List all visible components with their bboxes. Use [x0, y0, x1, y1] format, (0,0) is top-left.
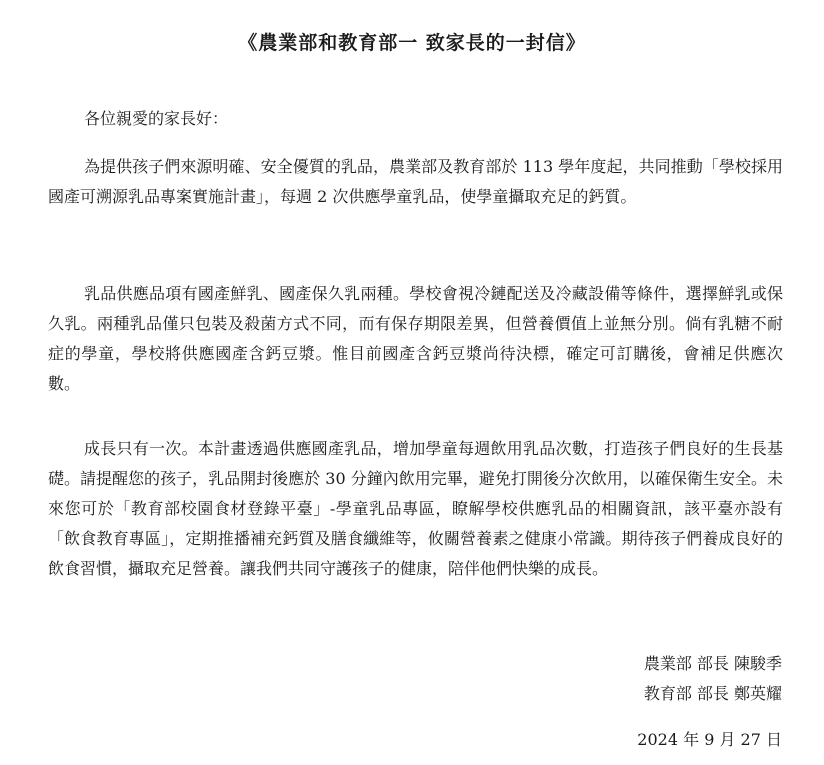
letter-date: 2024 年 9 月 27 日: [637, 730, 782, 749]
signature-education-minister: 教育部 部長 鄭英耀: [643, 684, 782, 703]
paragraph-3: 成長只有一次。本計畫透過供應國產乳品，增加學童每週飲用乳品次數，打造孩子們良好的生長基礎。請提醒您的孩子，乳品開封後應於 30 分鐘內飲用完畢，避免打開後分次飲用，以確保衛生安全。未來您可於「教育部校園食材登錄平臺」-學童乳品專區，瞭解學校供應乳品的相關資訊，該平臺亦設有「飲食教育專區」，定期推播補充鈣質及膳食纖維等，攸關營養素之健康小常識。期待孩子們養成良好的飲食習慣，攝取充足營養。讓我們共同守護孩子的健康，陪伴他們快樂的成長。: [48, 439, 783, 578]
greeting: 各位親愛的家長好：: [84, 109, 229, 128]
paragraph-1: 為提供孩子們來源明確、安全優質的乳品，農業部及教育部於 113 學年度起，共同推動「學校採用國產可溯源乳品專案實施計畫」，每週 2 次供應學童乳品，使學童攝取充足的鈣質。: [48, 157, 783, 206]
paragraph-2: 乳品供應品項有國產鮮乳、國產保久乳兩種。學校會視冷鏈配送及冷藏設備等條件，選擇鮮乳或保久乳。兩種乳品僅只包裝及殺菌方式不同，而有保存期限差異，但營養價值上並無分別。倘有乳糖不耐症的學童，學校將供應國產含鈣豆漿。惟目前國產含鈣豆漿尚待決標，確定可訂購後，會補足供應次數。: [48, 284, 783, 393]
signature-agriculture-minister: 農業部 部長 陳駿季: [643, 654, 782, 673]
letter-title: 《農業部和教育部一 致家長的一封信》: [238, 32, 586, 54]
